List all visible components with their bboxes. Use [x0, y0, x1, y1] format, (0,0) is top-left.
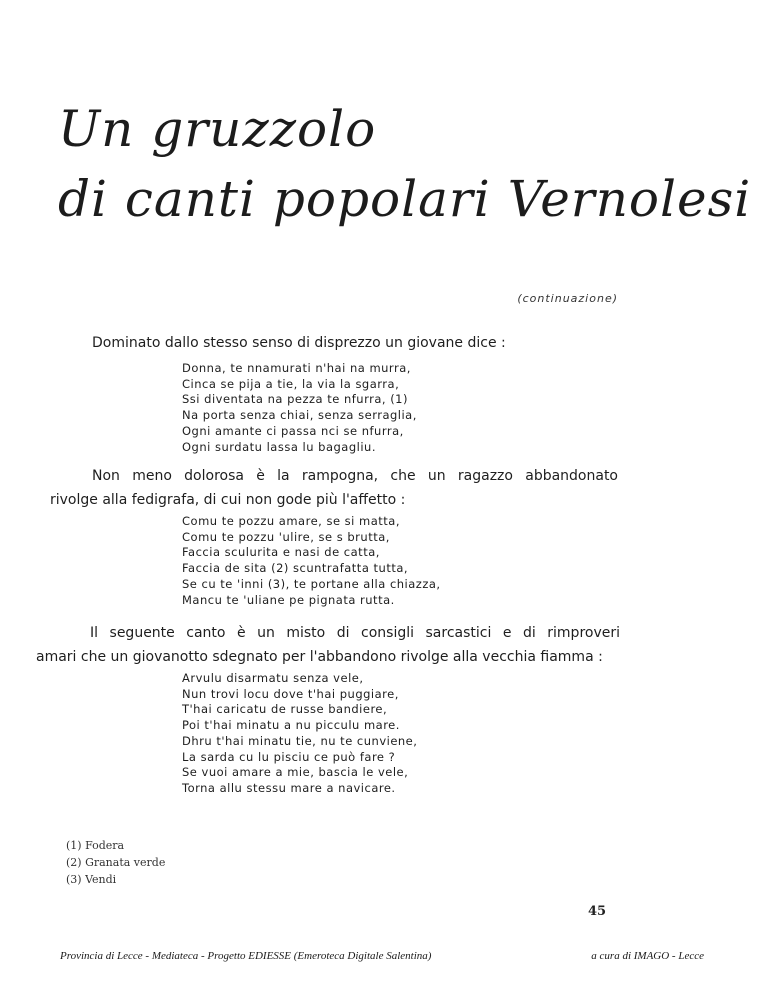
poem-line: Cinca se pija a tie, la via la sgarra, [182, 376, 400, 391]
intro-line: rivolge alla fedigrafa, di cui non gode più l'affetto : [50, 492, 406, 508]
article-title-line-2: di canti popolari Vernolesi [58, 170, 752, 228]
footnote: (1) Fodera [66, 839, 125, 852]
poem-line: Comu te pozzu amare, se si matta, [182, 514, 400, 528]
footnote: (2) Granata verde [66, 856, 166, 869]
poem-1 [182, 361, 417, 455]
footer-source: Provincia di Lecce - Mediateca - Progetto EDIESSE (Emeroteca Digitale Salentina) [60, 950, 432, 962]
footnote: (3) Vendi [66, 873, 117, 886]
poem-line: Faccia sculurita e nasi de catta, [182, 545, 380, 560]
poem-3 [182, 671, 417, 797]
poem-line: Faccia de sita (2) scuntrafatta tutta, [182, 561, 409, 576]
intro-line: amari che un giovanotto sdegnato per l'abbandono rivolge alla vecchia fiamma : [36, 649, 603, 665]
poem-line: Dhru t'hai minatu tie, nu te cunviene, [182, 733, 418, 748]
intro-line: Il seguente canto è un misto di consigli sarcastici e di rimproveri [90, 625, 620, 641]
poem-line: Torna allu stessu mare a navicare. [182, 780, 396, 795]
poem-line: Ogni amante ci passa nci se nfurra, [182, 423, 404, 438]
poem-line: Se vuoi amare a mie, bascia le vele, [182, 765, 409, 780]
poem-line: Arvulu disarmatu senza vele, [182, 671, 364, 685]
poem-line: Na porta senza chiai, senza serraglia, [182, 408, 417, 423]
poem-line: T'hai caricatu de russe bandiere, [182, 702, 388, 717]
intro-line: Dominato dallo stesso senso di disprezzo un giovane dice : [92, 335, 506, 351]
poem-line: Donna, te nnamurati n'hai na murra, [182, 361, 411, 375]
poem-2 [182, 514, 441, 608]
page-number: 45 [588, 904, 607, 919]
intro-paragraph-2 [0, 464, 768, 514]
poem-line: Se cu te 'inni (3), te portane alla chiazza, [182, 576, 441, 591]
poem-line: Nun trovi locu dove t'hai puggiare, [182, 686, 399, 701]
poem-line: Mancu te 'uliane pe pignata rutta. [182, 592, 395, 607]
intro-line: Non meno dolorosa è la rampogna, che un ragazzo abbandonato [92, 468, 618, 484]
footnotes [66, 837, 165, 888]
poem-line: Comu te pozzu 'ulire, se s brutta, [182, 529, 390, 544]
continuation-note: (continuazione) [517, 292, 618, 305]
poem-line: La sarda cu lu pisciu ce può fare ? [182, 749, 396, 764]
poem-line: Ogni surdatu lassa lu bagagliu. [182, 439, 376, 454]
intro-paragraph-3 [0, 621, 768, 671]
poem-line: Poi t'hai minatu a nu picculu mare. [182, 718, 400, 733]
article-title-line-1: Un gruzzolo [58, 100, 377, 158]
footer-credit: a cura di IMAGO - Lecce [591, 950, 704, 962]
poem-line: Ssi diventata na pezza te nfurra, (1) [182, 392, 408, 407]
